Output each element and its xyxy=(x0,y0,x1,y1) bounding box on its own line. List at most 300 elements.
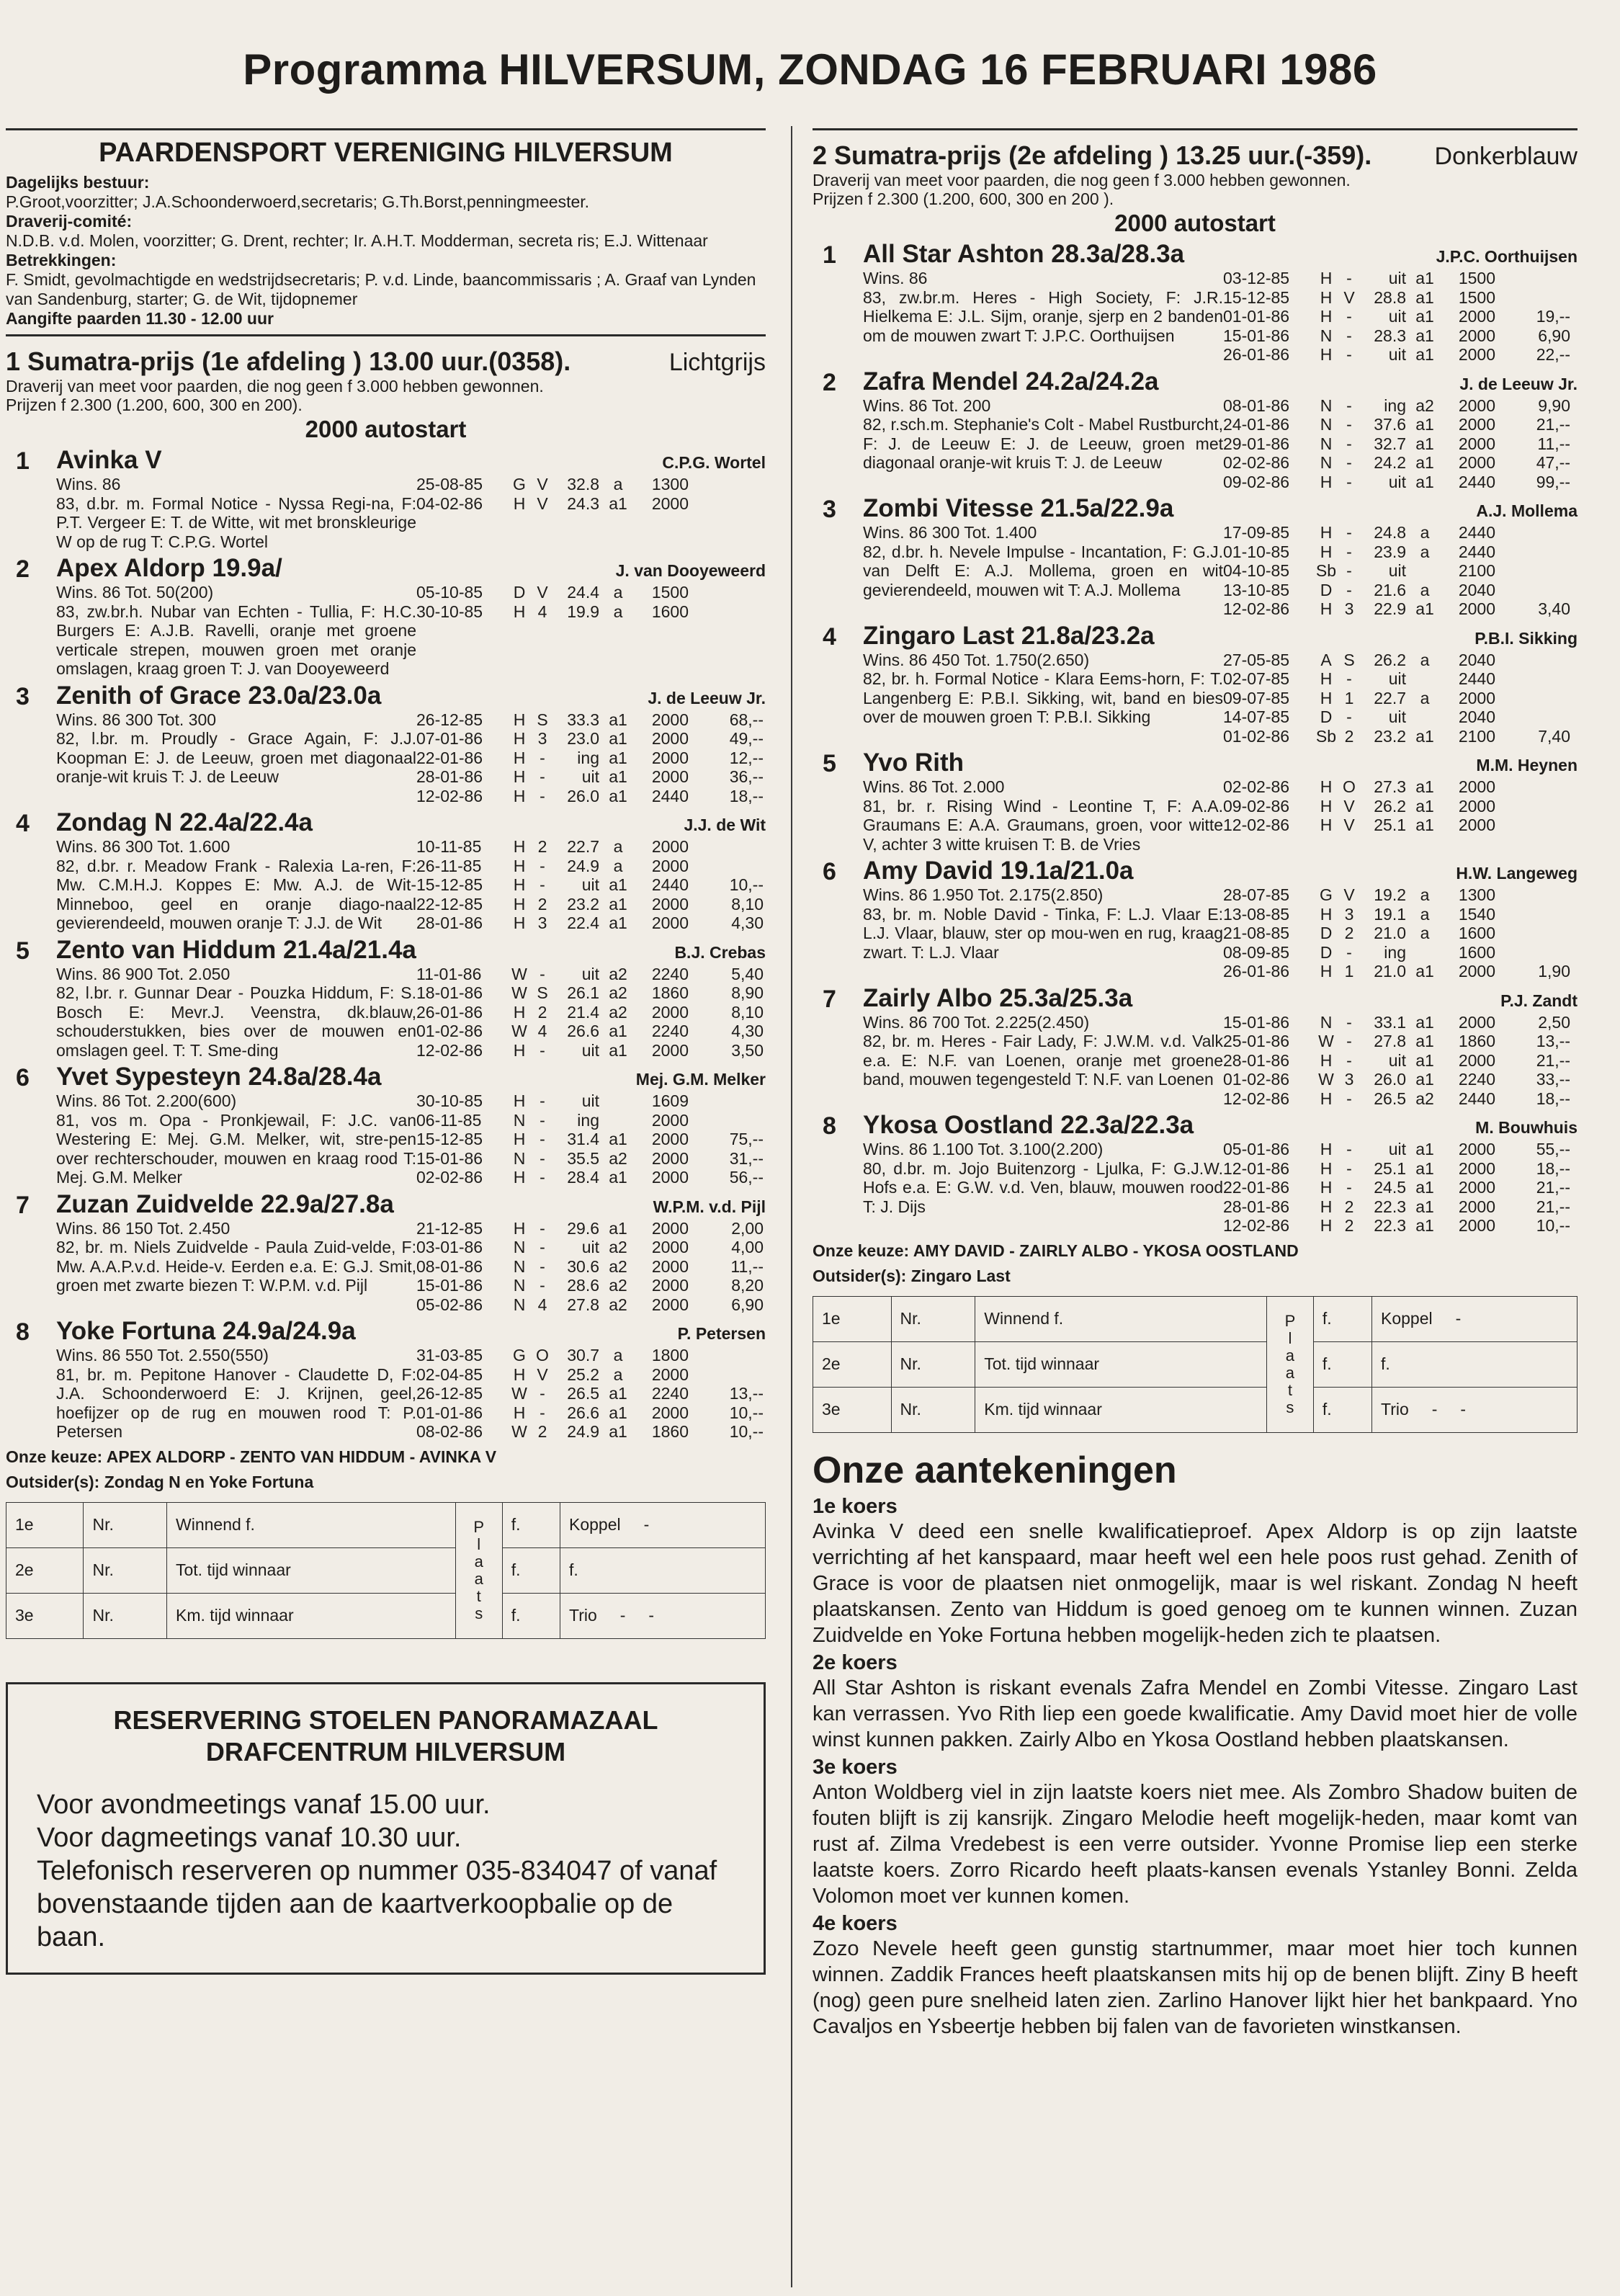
result-row xyxy=(416,914,766,933)
result-odds xyxy=(1495,885,1570,905)
result-start: a1 xyxy=(1415,453,1434,472)
result-odds xyxy=(1495,943,1570,962)
result-start: a1 xyxy=(609,786,627,805)
horse-entry xyxy=(6,682,766,806)
result-distance: 2440 xyxy=(1458,472,1495,491)
result-date: 02-02-86 xyxy=(1223,777,1290,796)
horse-body xyxy=(863,749,1578,854)
outsiders: Outsider(s): Zingaro Last xyxy=(813,1266,1011,1285)
rt-nr: Nr. xyxy=(891,1341,975,1387)
result-date: 05-01-86 xyxy=(1223,1140,1290,1158)
result-distance: 2000 xyxy=(1458,796,1495,816)
result-date: 14-07-85 xyxy=(1223,707,1290,726)
result-distance: 2000 xyxy=(1458,688,1495,707)
result-time: uit xyxy=(581,767,599,786)
result-place: - xyxy=(540,1091,545,1110)
result-place: - xyxy=(540,1403,545,1422)
horse-description xyxy=(863,1013,1223,1109)
result-date: 17-09-85 xyxy=(1223,523,1290,542)
result-track: H xyxy=(513,837,526,856)
result-odds xyxy=(1495,816,1570,835)
horse-header xyxy=(863,367,1578,396)
notes-section xyxy=(813,1495,1578,2040)
rt-label: Tot. tijd winnaar xyxy=(975,1341,1267,1387)
result-track: N xyxy=(1320,434,1333,453)
result-distance: 2000 xyxy=(651,1238,689,1256)
result-date: 30-10-85 xyxy=(416,1091,483,1110)
result-time: 22.4 xyxy=(567,914,599,932)
result-row xyxy=(416,787,766,806)
result-start: a xyxy=(1420,650,1430,669)
result-row xyxy=(1223,453,1578,473)
result-distance: 2000 xyxy=(1458,307,1495,326)
result-time: ing xyxy=(577,748,599,767)
result-start: a1 xyxy=(609,748,627,767)
result-track: Sb xyxy=(1315,726,1337,746)
horse-trainer: H.W. Langeweg xyxy=(1456,864,1578,883)
result-start: a1 xyxy=(1415,1070,1434,1089)
result-odds: 12,-- xyxy=(729,748,764,767)
horse-description xyxy=(863,269,1223,365)
result-time: 22.7 xyxy=(1374,688,1406,707)
horse-desc-line: 82, br. m. Niels Zuidvelde - Paula Zuid-velde, F: Mw. A.A.P.v.d. Heide-v. Eerden e.a. E: G.J. Smit, groen met zwarte biezen T: W.P.M. v.d. Pijl xyxy=(56,1238,416,1295)
horse-entry xyxy=(813,240,1578,365)
result-table-row xyxy=(813,1341,1578,1387)
result-odds: 99,-- xyxy=(1536,472,1570,491)
horse-description xyxy=(863,396,1223,492)
horse-header xyxy=(863,240,1578,269)
result-odds xyxy=(689,583,764,602)
horse-desc-line: Wins. 86 300 Tot. 300 xyxy=(56,710,217,729)
result-odds: 1,90 xyxy=(1538,962,1570,981)
horse-header xyxy=(863,984,1578,1013)
horse-results xyxy=(416,1219,766,1315)
result-odds: 49,-- xyxy=(729,729,764,748)
result-date: 13-10-85 xyxy=(1223,580,1290,599)
result-track: D xyxy=(1320,707,1333,726)
result-place: 4 xyxy=(537,1022,547,1040)
result-distance: 2040 xyxy=(1458,650,1495,669)
rt-f: f. xyxy=(502,1547,560,1593)
result-table-row xyxy=(813,1296,1578,1341)
horse-results xyxy=(1223,396,1578,492)
result-track: H xyxy=(1320,669,1333,688)
result-place: 3 xyxy=(537,914,547,932)
result-odds: 68,-- xyxy=(729,710,764,729)
result-row xyxy=(1223,396,1578,416)
result-track: W xyxy=(511,964,527,983)
result-distance: 2240 xyxy=(651,1022,689,1040)
horse-header xyxy=(56,808,766,837)
result-start: a xyxy=(1420,542,1430,561)
result-place: - xyxy=(540,1168,545,1187)
result-start: a1 xyxy=(609,1422,627,1441)
horse-name: Apex Aldorp 19.9a/ xyxy=(56,554,282,582)
result-place: - xyxy=(1346,1032,1352,1050)
result-track: G xyxy=(513,475,526,493)
result-track: H xyxy=(513,493,526,513)
result-date: 01-01-86 xyxy=(416,1403,483,1422)
result-place: 3 xyxy=(1344,1070,1354,1089)
horse-description xyxy=(56,837,416,933)
result-distance: 2000 xyxy=(651,1403,689,1422)
result-track: H xyxy=(1320,816,1333,834)
horse-trainer: P. Petersen xyxy=(677,1324,766,1343)
result-time: 22.7 xyxy=(567,837,599,856)
result-start: a2 xyxy=(609,1276,627,1295)
horse-desc-line: 83, d.br. m. Formal Notice - Nyssa Regi-na, F: P.T. Vergeer E: T. de Witte, wit met bronskleurige W op de rug T: C.P.G. Wortel xyxy=(56,493,416,551)
result-place: - xyxy=(1346,415,1352,434)
horse-name: Amy David 19.1a/21.0a xyxy=(863,857,1134,885)
result-place: - xyxy=(1346,580,1352,599)
result-odds: 33,-- xyxy=(1536,1070,1570,1089)
result-distance: 2440 xyxy=(651,786,689,805)
result-place: 1 xyxy=(1344,688,1354,707)
result-date: 08-01-86 xyxy=(416,1256,483,1276)
result-time: 29.6 xyxy=(567,1218,599,1238)
horse-desc-line: 81, br. r. Rising Wind - Leontine T, F: A.A. Graumans E: A.A. Graumans, groen, voor witte V, achter 3 witte kruisen T: B. de Vries xyxy=(863,796,1223,854)
race-title: 1 Sumatra-prijs (1e afdeling ) 13.00 uur.(0358). xyxy=(6,347,571,376)
horse-description xyxy=(56,583,416,679)
result-row xyxy=(416,1091,766,1111)
result-odds xyxy=(1495,707,1570,727)
result-row xyxy=(1223,345,1578,365)
result-place: 3 xyxy=(537,729,547,748)
result-time: 23.9 xyxy=(1374,542,1406,561)
result-row xyxy=(1223,1216,1578,1236)
result-track: H xyxy=(513,1364,526,1384)
result-track: N xyxy=(513,1276,526,1295)
result-track: H xyxy=(513,875,526,894)
result-place: 2 xyxy=(1344,924,1354,942)
horse-body xyxy=(56,682,766,806)
result-place: 1 xyxy=(1344,962,1354,981)
horse-desc-line: Wins. 86 150 Tot. 2.450 xyxy=(56,1218,231,1238)
rt-plaats: P l a a t s xyxy=(455,1502,502,1638)
result-row xyxy=(1223,1013,1578,1032)
result-odds xyxy=(1495,777,1570,797)
result-start: a xyxy=(613,837,623,856)
result-row xyxy=(1223,581,1578,600)
result-time: 30.7 xyxy=(567,1346,599,1364)
result-track: N xyxy=(1320,396,1333,415)
horse-body xyxy=(863,984,1578,1109)
result-odds: 47,-- xyxy=(1536,453,1570,472)
result-place: V xyxy=(1343,796,1355,816)
result-track: H xyxy=(1320,904,1333,924)
result-date: 15-01-86 xyxy=(1223,1012,1290,1032)
horse-details xyxy=(863,269,1578,365)
result-place: - xyxy=(1346,453,1352,472)
result-odds: 2,50 xyxy=(1538,1012,1570,1032)
result-track: H xyxy=(1320,1178,1333,1197)
horse-details xyxy=(863,651,1578,746)
race-header xyxy=(6,347,766,377)
result-start: a1 xyxy=(609,1130,627,1148)
result-start: a xyxy=(1420,924,1430,942)
our-choice: Onze keuze: APEX ALDORP - ZENTO VAN HIDDUM - AVINKA V xyxy=(6,1447,497,1466)
result-distance: 2000 xyxy=(1458,1216,1495,1235)
horse-body xyxy=(56,1317,766,1442)
result-date: 15-12-85 xyxy=(416,875,483,894)
result-odds: 10,-- xyxy=(729,1422,764,1441)
result-odds xyxy=(1495,669,1570,689)
result-start: a xyxy=(613,1346,623,1364)
result-distance: 1800 xyxy=(651,1346,689,1364)
horse-details xyxy=(863,396,1578,492)
result-distance: 2000 xyxy=(651,748,689,767)
result-start: a1 xyxy=(609,1040,627,1060)
rt-f: f. xyxy=(502,1593,560,1638)
horse-name: Zingaro Last 21.8a/23.2a xyxy=(863,621,1155,650)
result-start xyxy=(599,1091,637,1111)
result-date: 05-10-85 xyxy=(416,583,483,602)
horse-name: Avinka V xyxy=(56,446,162,474)
result-date: 25-08-85 xyxy=(416,475,483,493)
horse-description xyxy=(56,965,416,1060)
result-row xyxy=(1223,797,1578,816)
horse-header xyxy=(56,446,766,475)
horse-name: Yoke Fortuna 24.9a/24.9a xyxy=(56,1317,356,1345)
result-date: 26-12-85 xyxy=(416,710,483,729)
result-start xyxy=(1406,707,1444,727)
result-time: ing xyxy=(1384,396,1406,415)
result-distance: 2100 xyxy=(1458,726,1495,746)
horse-number: 3 xyxy=(16,682,30,710)
result-time: ing xyxy=(1384,942,1406,962)
result-distance: 2000 xyxy=(651,1002,689,1022)
result-time: 24.9 xyxy=(567,856,599,875)
result-time: ing xyxy=(577,1110,599,1130)
result-place: 2 xyxy=(537,894,547,914)
result-row xyxy=(416,1422,766,1442)
result-distance: 2040 xyxy=(1458,707,1495,726)
horse-trainer: J. van Dooyeweerd xyxy=(615,561,766,580)
result-place: S xyxy=(1343,650,1355,669)
result-track: W xyxy=(511,983,527,1002)
assoc-label: Dagelijks bestuur: xyxy=(6,173,150,192)
result-track: D xyxy=(1320,580,1333,599)
horse-name: Ykosa Oostland 22.3a/22.3a xyxy=(863,1111,1194,1139)
result-row xyxy=(1223,561,1578,581)
result-distance: 2440 xyxy=(1458,669,1495,688)
result-track: H xyxy=(513,748,526,767)
result-row xyxy=(1223,707,1578,727)
result-track: D xyxy=(1320,924,1333,942)
result-time: uit xyxy=(1388,669,1406,688)
result-date: 01-02-86 xyxy=(416,1022,483,1040)
result-time: 23.2 xyxy=(1374,726,1406,746)
horse-header xyxy=(56,1317,766,1346)
result-table-row xyxy=(813,1387,1578,1432)
result-start xyxy=(1406,669,1444,689)
result-distance: 2000 xyxy=(651,1110,689,1130)
result-odds: 21,-- xyxy=(1536,1197,1570,1216)
result-time: 35.5 xyxy=(567,1148,599,1168)
result-distance: 1860 xyxy=(651,983,689,1002)
result-date: 29-01-86 xyxy=(1223,434,1290,453)
result-row xyxy=(416,602,766,622)
result-start: a1 xyxy=(1415,962,1434,981)
horse-entry xyxy=(813,1111,1578,1236)
rt-extra: f. xyxy=(1372,1341,1578,1387)
result-date: 28-07-85 xyxy=(1223,885,1290,904)
result-time: uit xyxy=(581,1238,599,1256)
result-date: 12-02-86 xyxy=(416,1040,483,1060)
result-distance: 2000 xyxy=(1458,326,1495,345)
result-distance: 2000 xyxy=(651,1130,689,1148)
result-place: - xyxy=(1346,396,1352,415)
result-date: 12-02-86 xyxy=(416,786,483,805)
result-date: 01-10-85 xyxy=(1223,542,1290,561)
horse-body xyxy=(863,1111,1578,1236)
result-distance: 2240 xyxy=(651,964,689,983)
result-row xyxy=(1223,1070,1578,1089)
page-title: Programma HILVERSUM, ZONDAG 16 FEBRUARI 1986 xyxy=(243,45,1377,94)
result-start: a1 xyxy=(1415,777,1434,796)
result-distance: 1600 xyxy=(651,602,689,621)
horse-desc-line: Wins. 86 Tot. 2.200(600) xyxy=(56,1091,237,1110)
result-row xyxy=(416,1003,766,1022)
result-date: 08-02-86 xyxy=(416,1422,483,1441)
result-distance: 2000 xyxy=(1458,1140,1495,1158)
result-start: a1 xyxy=(1415,269,1434,287)
horse-details xyxy=(56,1091,766,1187)
result-time: 22.9 xyxy=(1374,599,1406,618)
result-place: - xyxy=(1346,523,1352,542)
horse-header xyxy=(863,494,1578,523)
horse-description xyxy=(56,710,416,806)
result-track: H xyxy=(513,602,526,621)
horse-trainer: J. de Leeuw Jr. xyxy=(1459,374,1578,393)
assoc-text: P.Groot,voorzitter; J.A.Schoonderwoerd,secretaris; G.Th.Borst,penningmeester. xyxy=(6,192,590,211)
horse-details xyxy=(863,1140,1578,1236)
result-row xyxy=(1223,1178,1578,1197)
result-row xyxy=(1223,943,1578,962)
result-distance: 1300 xyxy=(651,475,689,493)
result-row xyxy=(1223,415,1578,434)
result-date: 15-01-86 xyxy=(416,1148,483,1168)
result-distance: 1500 xyxy=(1458,287,1495,307)
horse-header xyxy=(56,1063,766,1091)
result-track: H xyxy=(513,1091,526,1110)
result-start: a xyxy=(613,1364,623,1384)
horse-desc-line: Wins. 86 300 Tot. 1.400 xyxy=(863,523,1037,542)
result-track: H xyxy=(513,1403,526,1422)
result-distance: 2000 xyxy=(651,1168,689,1187)
result-odds: 75,-- xyxy=(729,1130,764,1148)
notes-heading: 1e koers xyxy=(813,1494,898,1518)
horse-results xyxy=(1223,885,1578,981)
result-time: uit xyxy=(581,1040,599,1060)
result-start: a xyxy=(1420,904,1430,924)
horse-results xyxy=(416,1091,766,1187)
result-place: - xyxy=(540,1110,545,1130)
result-row xyxy=(1223,816,1578,835)
result-start: a1 xyxy=(1415,816,1434,834)
result-place: - xyxy=(540,786,545,805)
result-date: 09-02-86 xyxy=(1223,472,1290,491)
result-row xyxy=(1223,689,1578,708)
horse-desc-line: 80, d.br. m. Jojo Buitenzorg - Ljulka, F: G.J.W. Hofs e.a. E: G.W. v.d. Ven, blauw, mouwen rood T: J. Dijs xyxy=(863,1158,1223,1216)
result-row xyxy=(416,1295,766,1315)
result-distance: 2100 xyxy=(1458,561,1495,580)
result-odds xyxy=(1495,905,1570,924)
result-place: V xyxy=(537,475,548,493)
result-track: N xyxy=(1320,326,1333,345)
result-time: 24.5 xyxy=(1374,1178,1406,1197)
result-distance: 1609 xyxy=(651,1091,689,1110)
result-odds: 8,20 xyxy=(731,1276,764,1295)
result-place: V xyxy=(1343,885,1355,904)
result-start: a1 xyxy=(609,914,627,932)
rt-label: Winnend f. xyxy=(975,1296,1267,1341)
result-date: 28-01-86 xyxy=(1223,1197,1290,1216)
result-odds: 13,-- xyxy=(729,1384,764,1403)
horse-desc-line: Wins. 86 Tot. 50(200) xyxy=(56,583,214,602)
result-date: 21-08-85 xyxy=(1223,924,1290,942)
result-time: 25.1 xyxy=(1374,816,1406,834)
result-time: 21.4 xyxy=(567,1002,599,1022)
result-track: N xyxy=(1320,1012,1333,1032)
result-track: H xyxy=(1320,599,1333,618)
horse-details xyxy=(56,583,766,679)
result-place: 2 xyxy=(537,1422,547,1441)
result-track: H xyxy=(1320,1050,1333,1070)
horse-name: Zenith of Grace 23.0a/23.0a xyxy=(56,681,382,710)
result-start: a1 xyxy=(609,1384,627,1403)
horse-name: Zombi Vitesse 21.5a/22.9a xyxy=(863,494,1174,522)
result-place: - xyxy=(1346,326,1352,345)
result-odds: 11,-- xyxy=(1537,434,1570,453)
horse-body xyxy=(863,622,1578,746)
result-row xyxy=(1223,542,1578,562)
result-date: 02-07-85 xyxy=(1223,669,1290,688)
result-odds xyxy=(1495,581,1570,600)
result-start: a1 xyxy=(1415,415,1434,434)
result-odds: 8,10 xyxy=(731,1002,764,1022)
association-title: PAARDENSPORT VERENIGING HILVERSUM xyxy=(99,138,673,168)
rt-plaats: P l a a t s xyxy=(1266,1296,1313,1432)
result-row xyxy=(416,583,766,602)
horse-description xyxy=(56,1219,416,1315)
result-date: 22-01-86 xyxy=(416,748,483,767)
result-place: - xyxy=(1346,1050,1352,1070)
horse-trainer: C.P.G. Wortel xyxy=(662,453,766,472)
race-color: Lichtgrijs xyxy=(668,349,766,376)
result-row xyxy=(1223,473,1578,492)
result-date: 07-01-86 xyxy=(416,729,483,748)
result-distance: 2000 xyxy=(1458,1178,1495,1197)
horse-number: 7 xyxy=(16,1191,30,1219)
horse-desc-line: 81, br. m. Pepitone Hanover - Claudette D, F: J.A. Schoonderwoerd E: J. Krijnen, geel, hoefijzer op de rug en mouwen rood T: P. Petersen xyxy=(56,1364,416,1441)
horse-results xyxy=(1223,269,1578,365)
result-odds: 21,-- xyxy=(1536,1178,1570,1197)
assoc-text: F. Smidt, gevolmachtigde en wedstrijdsecretaris; P. v.d. Linde, baancommissaris ; A. Graaf van Lynden van Sandenburg, starter; G. de Wit, tijdopnemer xyxy=(6,270,756,308)
horse-desc-line: 82, d.br. r. Meadow Frank - Ralexia La-ren, F: Mw. C.M.H.J. Koppes E: Mw. A.J. de Wit-Minneboo, geel en oranje diago-naal gevierendeeld, mouwen oranje T: J.J. de Wit xyxy=(56,856,416,932)
result-time: 31.4 xyxy=(567,1130,599,1148)
rt-place: 2e xyxy=(813,1341,892,1387)
result-row xyxy=(1223,727,1578,746)
result-distance: 1600 xyxy=(1458,942,1495,962)
result-odds xyxy=(689,1346,764,1365)
result-odds xyxy=(1495,797,1570,816)
result-row xyxy=(1223,962,1578,981)
horse-desc-line: 82, br. m. Heres - Fair Lady, F: J.W.M. v.d. Valk e.a. E: N.F. van Loenen, oranje met groene band, mouwen tegengesteld T: N.F. van Loenen xyxy=(863,1032,1223,1089)
horse-name: Zuzan Zuidvelde 22.9a/27.8a xyxy=(56,1189,394,1218)
result-place: - xyxy=(540,856,545,875)
result-odds: 3,50 xyxy=(731,1040,764,1060)
